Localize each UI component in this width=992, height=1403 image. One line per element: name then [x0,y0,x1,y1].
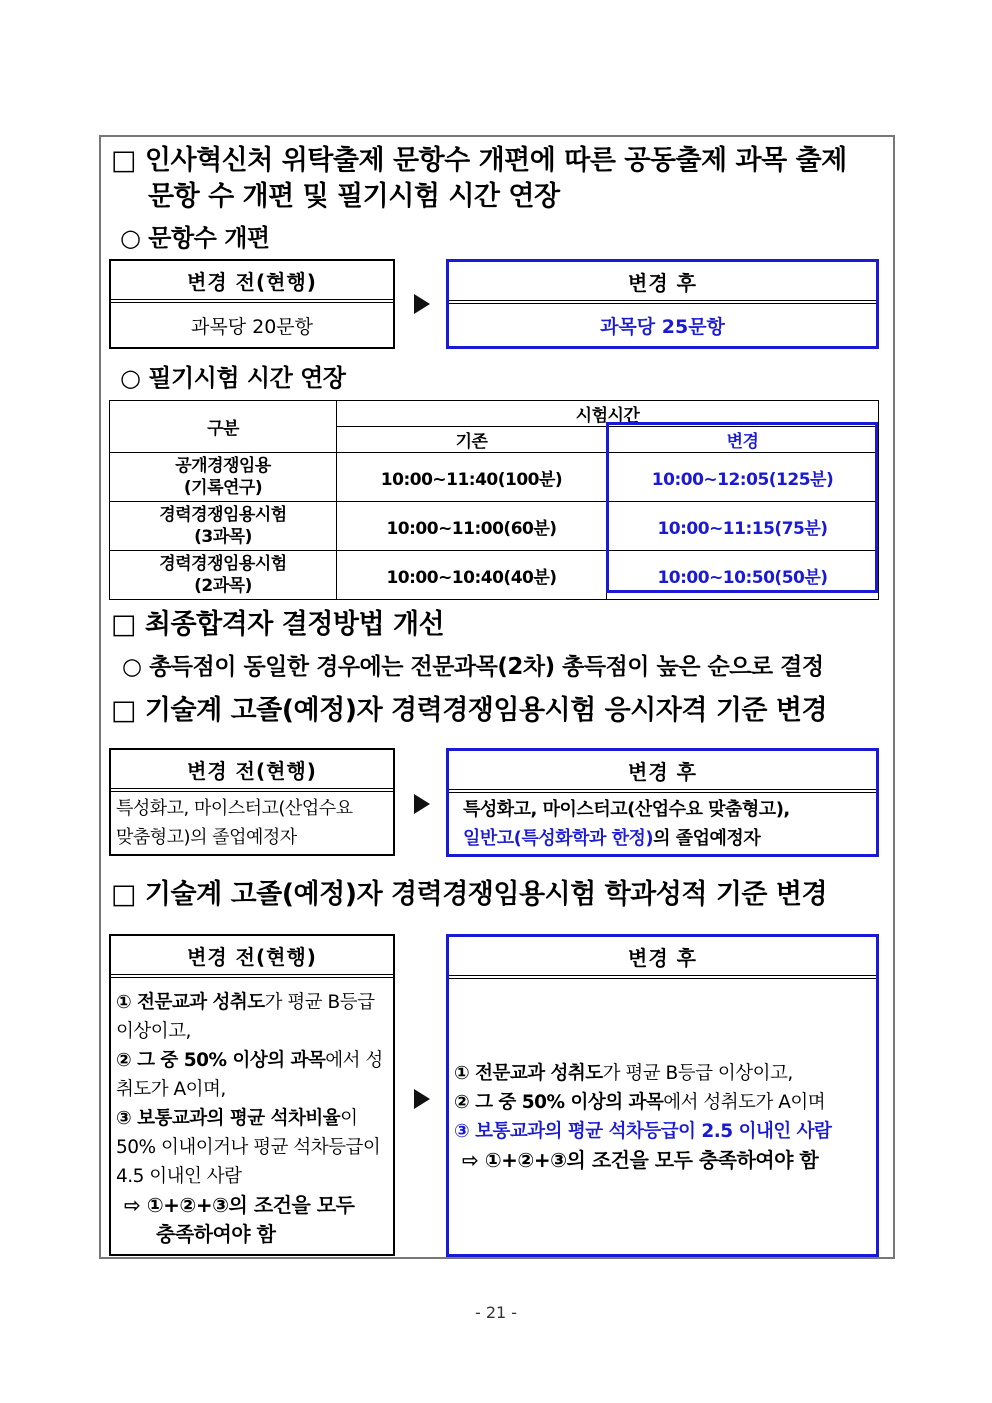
row-category-sub: (3과목) [194,527,252,547]
row-existing: 10:00~11:40(100분) [337,453,607,502]
col-exam-time-header: 시험시간 [337,401,879,427]
after-header: 변경 후 [449,262,876,304]
before-header: 변경 전(현행) [111,261,393,303]
row-changed: 10:00~12:05(125분) [607,453,879,502]
after-value: 과목당 25문항 [600,315,725,338]
arrow-right-icon [414,794,430,814]
before-header: 변경 전(현행) [111,750,393,792]
page-number: - 21 - [474,1303,518,1322]
criterion-3-rest: 이 50% 이내이거나 평균 석차등급이 4.5 이내인 사람 [116,1108,381,1187]
row-changed: 10:00~11:15(75분) [607,502,879,551]
row-category: 공개경쟁임용 [175,456,271,476]
eligibility-before-box [109,748,395,856]
section3-heading: □ 기술계 고졸(예정)자 경력경쟁임용시험 응시자격 기준 변경 [111,695,828,726]
after-header: 변경 후 [449,751,876,793]
after-line-highlight: 일반고(특성화학과 한정) [463,828,654,849]
criterion-3-bold: ③ 보통교과의 평균 석차비율 [116,1108,341,1129]
col-existing-header: 기존 [337,427,607,453]
criterion-2-bold: ② 그 중 50% 이상의 과목 [116,1050,326,1071]
section2-sub: ○ 총득점이 동일한 경우에는 전문과목(2차) 총득점이 높은 순으로 결정 [122,654,824,680]
after-line-rest: 의 졸업예정자 [653,828,761,849]
arrow-right-icon [414,294,430,314]
before-line: 맞춤형고)의 졸업예정자 [116,827,297,848]
conclusion-line2: 충족하여야 함 [156,1222,276,1246]
row-category: 경력경쟁임용시험 [159,554,287,574]
changed-column-highlight [606,422,878,593]
section1-heading-line2: 문항 수 개편 및 필기시험 시간 연장 [148,181,560,212]
row-existing: 10:00~10:40(40분) [337,551,607,600]
grades-before-box [109,934,395,1256]
section4-heading: □ 기술계 고졸(예정)자 경력경쟁임용시험 학과성적 기준 변경 [111,879,828,910]
subsection-question-count: ○ 문항수 개편 [120,224,270,252]
conclusion-line1: ⇨ ①+②+③의 조건을 모두 [124,1193,355,1217]
criterion-2-rest: 에서 성취도가 A이며 [663,1092,826,1113]
grades-before-text [116,988,392,1249]
conclusion-line: ⇨ ①+②+③의 조건을 모두 충족하여야 함 [462,1148,819,1172]
subsection-exam-time: ○ 필기시험 시간 연장 [120,364,346,392]
eligibility-after-text [463,795,790,853]
arrow-right-icon [414,1089,430,1109]
question-count-before-box [109,259,395,349]
criterion-2-rest: 에서 성취도가 A이며, [116,1050,383,1100]
after-line: 특성화고, 마이스터고(산업수요 맞춤형고), [463,799,790,820]
col-changed-header: 변경 [607,427,879,453]
section1-heading-line1: □ 인사혁신처 위탁출제 문항수 개편에 따른 공동출제 과목 출제 [111,145,847,176]
grades-after-text [454,1059,831,1175]
criterion-1-bold: ① 전문교과 성취도 [454,1063,603,1084]
row-category: 경력경쟁임용시험 [159,505,287,525]
criterion-2-bold: ② 그 중 50% 이상의 과목 [454,1092,664,1113]
col-category-header: 구분 [110,401,337,453]
row-category-sub: (2과목) [194,576,252,596]
grades-after-box [446,934,879,1257]
row-existing: 10:00~11:00(60분) [337,502,607,551]
row-changed: 10:00~10:50(50분) [607,551,879,600]
eligibility-before-text [116,794,353,852]
before-line: 특성화고, 마이스터고(산업수요 [116,798,353,819]
criterion-1-rest: 가 평균 B등급 이상이고, [602,1063,793,1084]
after-header: 변경 후 [449,937,876,979]
question-count-after-box [446,259,879,349]
section2-heading: □ 최종합격자 결정방법 개선 [111,609,445,640]
criterion-3-highlight: ③ 보통교과의 평균 석차등급이 2.5 이내인 사람 [454,1121,832,1142]
row-category-sub: (기록연구) [183,478,263,498]
before-header: 변경 전(현행) [111,936,393,978]
before-value: 과목당 20문항 [191,315,313,338]
eligibility-after-box [446,748,879,857]
criterion-1-bold: ① 전문교과 성취도 [116,992,265,1013]
criterion-1-rest: 가 평균 B등급 이상이고, [116,992,375,1042]
